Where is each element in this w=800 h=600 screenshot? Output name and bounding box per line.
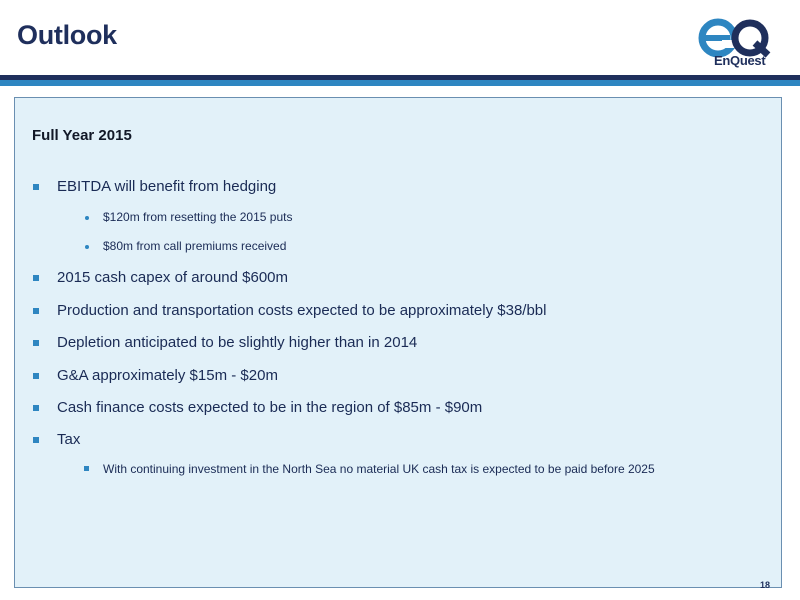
page-number: 18 — [760, 580, 771, 590]
bullet-item: Production and transportation costs expected to be approximately $38/bbl — [57, 302, 547, 319]
header-rule-light — [0, 80, 800, 86]
bullet-dot-icon — [85, 216, 89, 220]
sub-bullet-item: $80m from call premiums received — [103, 239, 287, 253]
section-heading: Full Year 2015 — [32, 127, 132, 144]
sub-bullet-item: With continuing investment in the North Sea no material UK cash tax is expected to be paid before 2025 — [103, 462, 655, 476]
bullet-square-icon — [33, 308, 39, 314]
bullet-dot-icon — [85, 245, 89, 249]
eq-logo-icon — [698, 18, 774, 58]
bullet-item: EBITDA will benefit from hedging — [57, 178, 277, 195]
logo-wordmark: EnQuest — [714, 53, 766, 68]
slide-title: Outlook — [17, 20, 117, 50]
bullet-item: Depletion anticipated to be slightly higher than in 2014 — [57, 334, 418, 351]
bullet-square-icon — [33, 405, 39, 411]
bullet-square-icon — [84, 466, 89, 471]
sub-bullet-item: $120m from resetting the 2015 puts — [103, 210, 293, 224]
bullet-square-icon — [33, 340, 39, 346]
bullet-square-icon — [33, 437, 39, 443]
bullet-square-icon — [33, 184, 39, 190]
bullet-item: G&A approximately $15m - $20m — [57, 367, 278, 384]
bullet-item: Cash finance costs expected to be in the region of $85m - $90m — [57, 399, 483, 416]
bullet-square-icon — [33, 373, 39, 379]
bullet-item: Tax — [57, 431, 81, 448]
bullet-square-icon — [33, 275, 39, 281]
bullet-item: 2015 cash capex of around $600m — [57, 269, 288, 286]
